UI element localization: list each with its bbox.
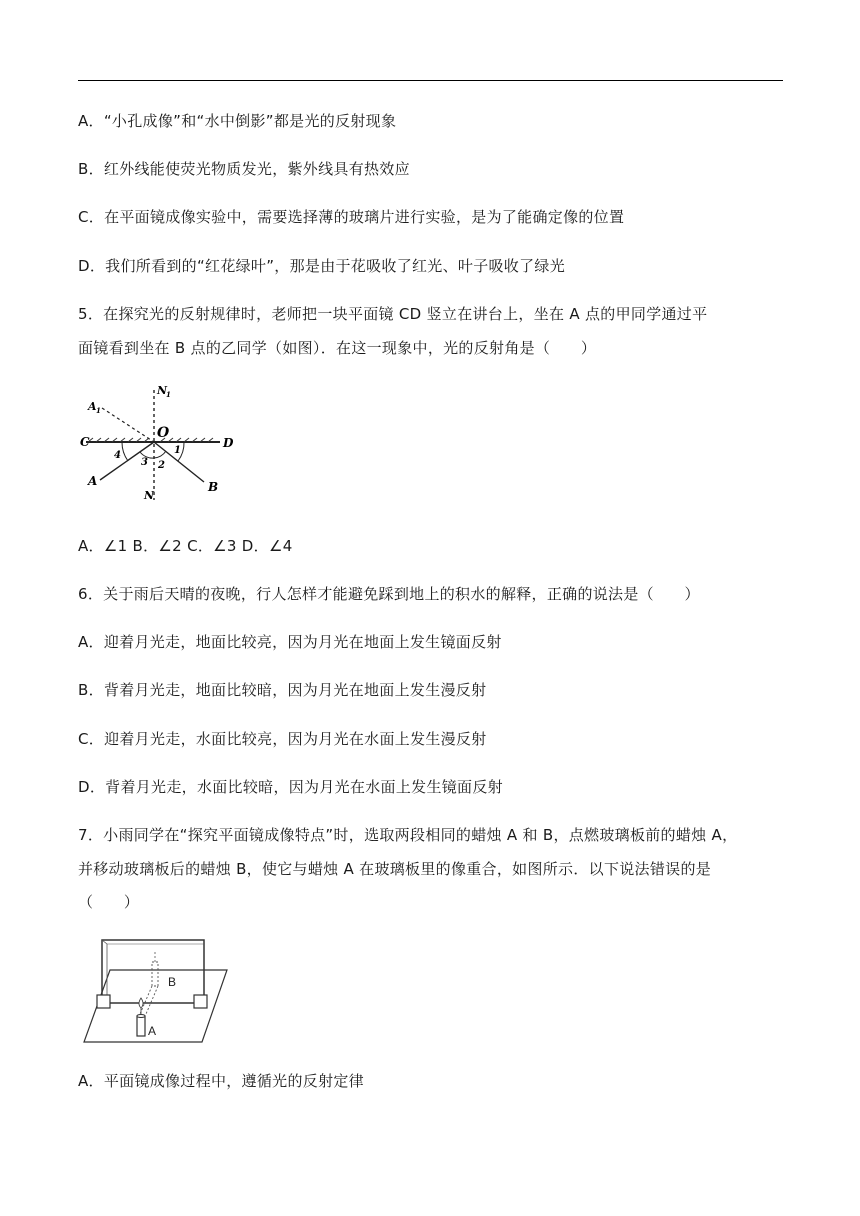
q7-option-a: A．平面镜成像过程中，遵循光的反射定律 xyxy=(78,1072,364,1090)
q4-option-d: D．我们所看到的“红花绿叶”，那是由于花吸收了红光、叶子吸收了绿光 xyxy=(78,257,565,275)
label-a1-sub: 1 xyxy=(96,406,101,415)
reflection-diagram xyxy=(78,385,238,505)
label-angle-4: 4 xyxy=(114,450,121,461)
label-n1-sub: 1 xyxy=(166,390,171,399)
mirror-experiment-diagram xyxy=(82,936,232,1048)
label-c: C xyxy=(80,435,90,449)
label-n1: N xyxy=(157,385,168,397)
q7-stem-line1: 7．小雨同学在“探究平面镜成像特点”时，选取两段相同的蜡烛 A 和 B，点燃玻璃板前的蜡烛 A， xyxy=(78,826,738,844)
q5-stem-line2: 面镜看到坐在 B 点的乙同学（如图）．在这一现象中，光的反射角是（ ） xyxy=(78,339,597,357)
label-o: O xyxy=(157,425,170,441)
q6-option-d: D．背着月光走，水面比较暗，因为月光在水面上发生镜面反射 xyxy=(78,778,503,796)
q7-stem-line3: （ ） xyxy=(78,893,140,911)
header-rule xyxy=(78,80,783,81)
label-a: A xyxy=(88,474,98,488)
label-candle-b: B xyxy=(168,975,177,989)
label-angle-1: 1 xyxy=(174,445,181,456)
q6-stem: 6．关于雨后天晴的夜晚，行人怎样才能避免踩到地上的积水的解释，正确的说法是（ ） xyxy=(78,585,700,603)
q6-option-a: A．迎着月光走，地面比较亮，因为月光在地面上发生镜面反射 xyxy=(78,633,502,651)
q6-option-b: B．背着月光走，地面比较暗，因为月光在地面上发生漫反射 xyxy=(78,681,487,699)
q5-options: A．∠1 B．∠2 C．∠3 D．∠4 xyxy=(78,537,293,555)
label-d: D xyxy=(223,436,234,450)
label-b: B xyxy=(208,480,219,494)
q4-option-a: A．“小孔成像”和“水中倒影”都是光的反射现象 xyxy=(78,112,397,130)
label-a1: A xyxy=(88,400,97,413)
q6-option-c: C．迎着月光走，水面比较亮，因为月光在水面上发生漫反射 xyxy=(78,730,487,748)
label-n: N xyxy=(144,489,155,502)
label-angle-2: 2 xyxy=(158,460,165,471)
q5-stem-line1: 5．在探究光的反射规律时，老师把一块平面镜 CD 竖立在讲台上，坐在 A 点的甲同学通过平 xyxy=(78,305,708,323)
label-candle-a: A xyxy=(148,1024,157,1038)
q7-stem-line2: 并移动玻璃板后的蜡烛 B，使它与蜡烛 A 在玻璃板里的像重合，如图所示．以下说法错误的是 xyxy=(78,860,712,878)
q4-option-c: C．在平面镜成像实验中，需要选择薄的玻璃片进行实验，是为了能确定像的位置 xyxy=(78,208,625,226)
label-angle-3: 3 xyxy=(141,457,148,468)
q4-option-b: B．红外线能使荧光物质发光，紫外线具有热效应 xyxy=(78,160,410,178)
